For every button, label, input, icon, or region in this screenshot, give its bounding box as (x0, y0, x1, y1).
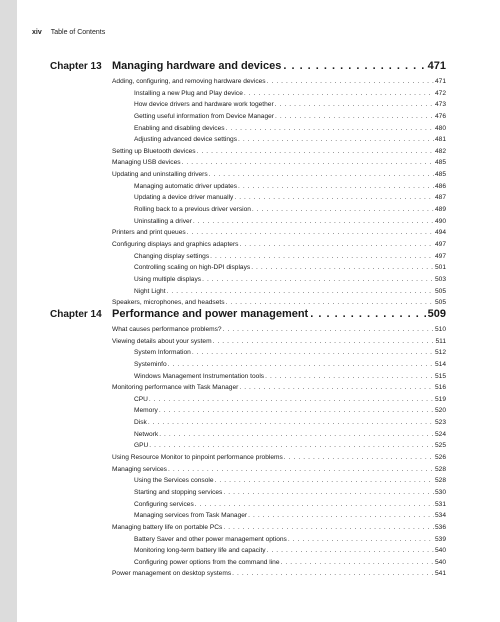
toc-entry[interactable] (134, 475, 446, 487)
toc-entry[interactable] (134, 99, 446, 111)
toc-entry-title: Managing battery life on portable PCs (112, 523, 223, 531)
leader-dots (215, 475, 434, 487)
toc-entry-title: Managing services (112, 465, 167, 473)
leader-dots (232, 568, 434, 580)
leader-dots (167, 286, 434, 298)
toc-entry[interactable] (134, 394, 446, 406)
toc-entry-page-number: 497 (434, 240, 446, 248)
toc-entry-title: Installing a new Plug and Play device (134, 89, 243, 97)
leader-dots (149, 440, 434, 452)
toc-entry[interactable] (112, 452, 446, 464)
toc-entry-page-number: 512 (434, 349, 446, 357)
toc-entry[interactable] (112, 239, 446, 251)
running-head (32, 29, 105, 36)
toc-entry-title: Adding, configuring, and removing hardware devices (112, 78, 266, 85)
leader-dots (223, 487, 434, 499)
leader-dots (267, 76, 434, 88)
toc-entry[interactable] (134, 251, 446, 263)
toc-entry-title: Changing display settings (134, 252, 210, 260)
toc-entry-page-number: 490 (434, 217, 446, 225)
toc-entry[interactable] (112, 464, 446, 476)
toc-entry-page-number: 503 (434, 275, 446, 283)
toc-entry-page-number: 472 (434, 89, 446, 97)
toc-entry[interactable] (112, 522, 446, 534)
chapter-label: Chapter 14 (50, 309, 102, 320)
toc-entry-page-number: 511 (435, 337, 446, 345)
leader-dots (210, 251, 434, 263)
leader-dots (284, 452, 434, 464)
toc-entry-page-number: 540 (434, 558, 446, 566)
leader-dots (209, 169, 434, 181)
toc-entry-title: Power management on desktop systems (112, 570, 232, 578)
toc-entry-page-number: 541 (434, 570, 446, 578)
toc-entry-page-number: 497 (434, 252, 446, 260)
toc-entry-page-number: 539 (434, 535, 446, 543)
toc-entry-title: Enabling and disabling devices (134, 124, 225, 132)
toc-entry-title: Memory (134, 407, 158, 415)
page-gutter (0, 0, 17, 622)
leader-dots (223, 522, 434, 534)
toc-entry[interactable] (134, 545, 446, 557)
leader-dots (168, 359, 434, 371)
toc-entry-page-number: 487 (434, 194, 446, 202)
toc-entry-title: Printers and print queues (112, 229, 186, 237)
toc-entry-title: Using Resource Monitor to pinpoint performance problems (112, 454, 283, 462)
toc-entry[interactable] (112, 169, 446, 181)
toc-entry-page-number: 515 (434, 372, 446, 380)
toc-entry-title: Starting and stopping services (134, 488, 223, 496)
toc-entry[interactable] (134, 123, 446, 135)
toc-entry-title: Monitoring performance with Task Manager (112, 384, 239, 392)
leader-dots (275, 99, 434, 111)
toc-entry[interactable] (134, 405, 446, 417)
toc-entry-title: Configuring power options from the command line (134, 558, 280, 566)
toc-entry-page-number: 516 (434, 384, 446, 392)
leader-dots (192, 347, 434, 359)
toc-entry-title: CPU (134, 395, 148, 403)
toc-entry-title: GPU (134, 442, 149, 450)
toc-entry[interactable] (112, 146, 446, 158)
toc-entry-page-number: 505 (434, 287, 446, 295)
leader-dots (267, 545, 434, 557)
chapter-heading (50, 308, 446, 322)
toc-entry[interactable] (134, 88, 446, 100)
toc-entry-title: Monitoring long-term battery life and capacity (134, 547, 266, 555)
toc-entry-title: Using the Services console (134, 477, 214, 485)
running-head-page-number: xiv (32, 29, 42, 36)
toc-entry-title: How device drivers and hardware work together (134, 101, 274, 109)
leader-dots (238, 134, 434, 146)
toc-entry-title: Systeminfo (134, 360, 167, 368)
chapter-title-link[interactable] (112, 308, 446, 320)
toc-entry-page-number: 505 (434, 299, 446, 307)
chapter-section (50, 308, 446, 580)
toc-entry[interactable] (134, 371, 446, 383)
leader-dots (283, 60, 425, 72)
toc-entry-page-number: 534 (434, 512, 446, 520)
chapter-section (50, 60, 446, 309)
toc-entry-page-number: 481 (434, 136, 446, 144)
toc-entry-title: Rolling back to a previous driver version (134, 206, 251, 214)
toc-entry-page-number: 501 (434, 264, 446, 272)
toc-entry-page-number: 531 (434, 500, 446, 508)
toc-entry-title: Battery Saver and other power management options (134, 535, 287, 543)
chapter-title: Managing hardware and devices (112, 60, 282, 72)
toc-entry[interactable] (112, 382, 446, 394)
leader-dots (248, 510, 434, 522)
leader-dots (281, 557, 434, 569)
toc-entry[interactable] (112, 76, 446, 88)
toc-entry-page-number: 536 (434, 523, 446, 531)
toc-entry-page-number: 485 (434, 171, 446, 179)
toc-entry-page-number: 528 (434, 465, 446, 473)
leader-dots (187, 227, 434, 239)
toc-entry-page-number: 480 (434, 124, 446, 132)
toc-entry-title: Updating and uninstalling drivers (112, 171, 208, 179)
chapter-page-number: 509 (427, 308, 446, 320)
leader-dots (148, 417, 434, 429)
leader-dots (244, 88, 434, 100)
toc-entry[interactable] (134, 534, 446, 546)
leader-dots (168, 464, 434, 476)
toc-entry[interactable] (134, 359, 446, 371)
leader-dots (288, 534, 434, 546)
leader-dots (182, 157, 434, 169)
leader-dots (149, 394, 434, 406)
toc-entry-title: Disk (134, 419, 147, 427)
toc-entry-page-number: 520 (434, 407, 446, 415)
toc-entry[interactable] (134, 111, 446, 123)
leader-dots (239, 382, 434, 394)
leader-dots (159, 405, 434, 417)
toc-entry[interactable] (134, 286, 446, 298)
running-head-title: Table of Contents (50, 29, 106, 36)
leader-dots (213, 336, 435, 348)
toc-entry-page-number: 489 (434, 206, 446, 214)
leader-dots (310, 308, 425, 320)
toc-entry[interactable] (134, 274, 446, 286)
leader-dots (265, 371, 434, 383)
leader-dots (195, 499, 434, 511)
leader-dots (239, 239, 434, 251)
toc-entry-list (50, 324, 446, 580)
toc-entry-page-number: 528 (434, 477, 446, 485)
leader-dots (234, 192, 434, 204)
leader-dots (197, 146, 434, 158)
leader-dots (252, 204, 434, 216)
toc-entry[interactable] (134, 134, 446, 146)
toc-entry-page-number: 476 (434, 112, 446, 120)
toc-entry-title: Night Light (134, 287, 166, 295)
toc-entry-title: Configuring services (134, 500, 194, 508)
toc-entry-page-number: 486 (434, 182, 446, 190)
toc-entry[interactable] (134, 557, 446, 569)
toc-entry-title: Managing automatic driver updates (134, 182, 237, 190)
toc-entry-title: Viewing details about your system (112, 337, 212, 345)
toc-entry[interactable] (134, 262, 446, 274)
chapter-title: Performance and power management (112, 308, 309, 320)
toc-entry[interactable] (134, 440, 446, 452)
toc-entry-page-number: 540 (434, 547, 446, 555)
leader-dots (202, 274, 434, 286)
toc-entry-page-number: 524 (434, 430, 446, 438)
toc-entry-page-number: 523 (434, 419, 446, 427)
toc-entry-title: Using multiple displays (134, 275, 202, 283)
leader-dots (251, 262, 434, 274)
toc-entry[interactable] (134, 499, 446, 511)
toc-entry-page-number: 510 (434, 326, 446, 333)
toc-entry-page-number: 482 (434, 147, 446, 155)
toc-entry[interactable] (112, 568, 446, 580)
leader-dots (193, 216, 434, 228)
leader-dots (226, 123, 434, 135)
toc-entry-title: Uninstalling a driver (134, 217, 192, 225)
toc-entry[interactable] (112, 227, 446, 239)
toc-entry[interactable] (112, 157, 446, 169)
toc-entry-page-number: 530 (434, 488, 446, 496)
toc-entry[interactable] (134, 417, 446, 429)
toc-entry-list (50, 76, 446, 309)
toc-entry-page-number: 526 (434, 454, 446, 462)
toc-entry-page-number: 525 (434, 442, 446, 450)
toc-entry-title: Configuring displays and graphics adapters (112, 240, 239, 248)
leader-dots (238, 181, 434, 193)
chapter-title-link[interactable] (112, 60, 446, 72)
toc-entry-title: What causes performance problems? (112, 326, 222, 333)
chapter-heading (50, 60, 446, 74)
leader-dots (223, 324, 434, 336)
toc-entry[interactable] (134, 204, 446, 216)
toc-entry-page-number: 514 (434, 360, 446, 368)
toc-entry-title: Setting up Bluetooth devices (112, 147, 196, 155)
toc-entry-page-number: 473 (434, 101, 446, 109)
toc-entry-page-number: 485 (434, 159, 446, 167)
toc-entry-title: Speakers, microphones, and headsets (112, 299, 225, 307)
toc-entry[interactable] (134, 487, 446, 499)
toc-entry-title: Windows Management Instrumentation tools (134, 372, 265, 380)
leader-dots (275, 111, 434, 123)
toc-entry-title: Managing services from Task Manager (134, 512, 248, 520)
toc-entry[interactable] (134, 510, 446, 522)
toc-entry-page-number: 494 (434, 229, 446, 237)
toc-entry-title: Network (134, 430, 159, 438)
toc-entry[interactable] (134, 192, 446, 204)
toc-entry-title: System Information (134, 349, 191, 357)
toc-entry[interactable] (134, 216, 446, 228)
toc-entry-page-number: 471 (434, 78, 446, 85)
toc-entry-title: Managing USB devices (112, 159, 181, 167)
toc-entry[interactable] (134, 429, 446, 441)
toc-entry-page-number: 519 (434, 395, 446, 403)
toc-entry[interactable] (134, 181, 446, 193)
chapter-label: Chapter 13 (50, 61, 102, 72)
toc-entry-title: Updating a device driver manually (134, 194, 234, 202)
toc-entry[interactable] (112, 324, 446, 336)
chapter-page-number: 471 (427, 60, 446, 72)
toc-entry[interactable] (112, 336, 446, 348)
toc-entry[interactable] (134, 347, 446, 359)
toc-entry-title: Adjusting advanced device settings (134, 136, 238, 144)
toc-entry-title: Getting useful information from Device Manager (134, 112, 274, 120)
toc-entry-title: Controlling scaling on high-DPI displays (134, 264, 251, 272)
leader-dots (159, 429, 434, 441)
